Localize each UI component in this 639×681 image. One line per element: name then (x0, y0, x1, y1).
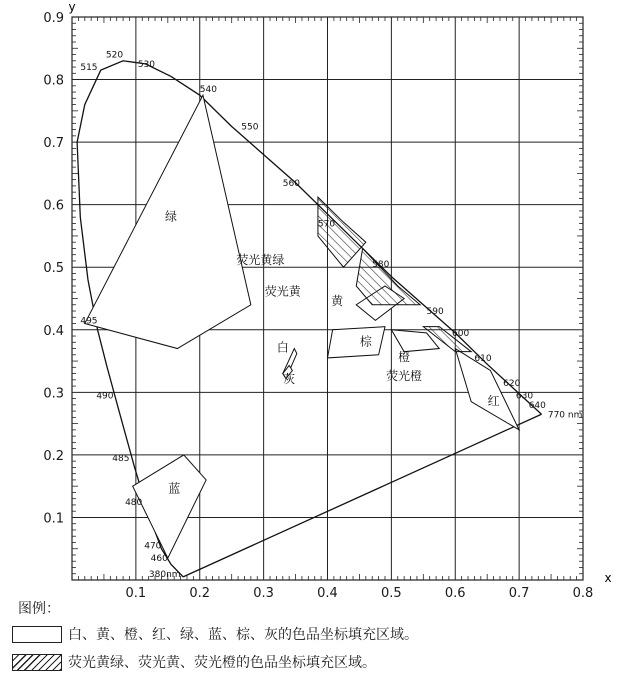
wavelength-label: 570 (317, 219, 336, 230)
legend-swatch-hatched (12, 654, 62, 671)
wavelength-label: 620 (503, 379, 521, 390)
wavelength-label: 550 (241, 122, 259, 133)
y-axis-label: y (68, 0, 76, 14)
legend-text-standard: 白、黄、橙、红、绿、蓝、棕、灰的色品坐标填充区域。 (68, 627, 418, 643)
color-regions (85, 95, 519, 558)
x-tick-label: 0.7 (508, 586, 530, 601)
y-tick-label: 0.1 (43, 511, 64, 527)
purple-line (183, 414, 541, 577)
wavelength-label: 380nm (148, 569, 181, 580)
wavelength-label: 590 (426, 307, 444, 318)
x-tick-label: 0.5 (381, 586, 402, 601)
wavelength-label: 485 (112, 454, 130, 465)
x-axis-label: x (604, 571, 612, 585)
x-tick-label: 0.1 (125, 586, 147, 601)
wavelength-label: 470 (144, 541, 162, 552)
x-tick-label: 0.3 (253, 586, 274, 601)
wavelength-label: 640 (528, 400, 546, 411)
wavelength-label: 630 (515, 391, 534, 402)
region-label: 灰 (283, 371, 296, 386)
region-label: 绿 (164, 209, 178, 224)
fluorescent-region (356, 248, 420, 304)
wavelength-label: 515 (80, 63, 98, 74)
wavelength-label: 770 nm (547, 410, 583, 421)
wavelength-label: 480 (125, 497, 143, 508)
y-tick-label: 0.9 (43, 11, 64, 26)
wavelength-label: 580 (372, 260, 390, 271)
region-label: 白 (276, 340, 289, 355)
region-label: 橙 (398, 350, 411, 365)
x-tick-label: 0.6 (444, 586, 466, 601)
y-tick-label: 0.2 (43, 448, 64, 464)
wavelength-label: 495 (80, 316, 98, 327)
legend-text-fluorescent: 荧光黄绿、荧光黄、荧光橙的色品坐标填充区域。 (68, 655, 376, 671)
wavelength-label: 610 (474, 354, 492, 365)
region-label: 红 (487, 393, 500, 408)
legend-swatch-blank (12, 626, 62, 643)
wavelength-label: 560 (282, 178, 300, 189)
region-label: 黄 (331, 293, 344, 308)
region-label: 棕 (359, 334, 372, 349)
region-label: 蓝 (168, 481, 181, 496)
y-tick-label: 0.5 (43, 261, 64, 277)
y-tick-label: 0.7 (43, 136, 64, 152)
y-tick-label: 0.4 (43, 323, 64, 339)
legend (0, 590, 639, 681)
wavelength-label: 540 (199, 85, 217, 96)
y-tick-label: 0.3 (43, 386, 64, 402)
x-tick-label: 0.2 (189, 586, 211, 601)
x-tick-label: 0.8 (572, 586, 594, 601)
fluorescent-region (318, 197, 366, 267)
legend-row-standard (12, 624, 418, 644)
y-tick-label: 0.6 (43, 198, 64, 214)
wavelength-label: 600 (452, 329, 470, 340)
wavelength-label: 530 (137, 60, 156, 71)
fluorescent-label: 荧光黄绿 (236, 253, 285, 268)
y-tick-label: 0.8 (43, 73, 64, 89)
wavelength-label: 520 (105, 50, 124, 61)
region-棕 (328, 327, 385, 358)
x-tick-label: 0.4 (317, 586, 338, 601)
fluorescent-label: 荧光橙 (386, 368, 423, 383)
wavelength-label: 460 (150, 554, 168, 565)
fluorescent-label: 荧光黄 (264, 284, 301, 299)
wavelength-label: 490 (96, 391, 114, 402)
legend-title: 图例： (18, 601, 60, 617)
legend-row-fluorescent (12, 652, 376, 672)
